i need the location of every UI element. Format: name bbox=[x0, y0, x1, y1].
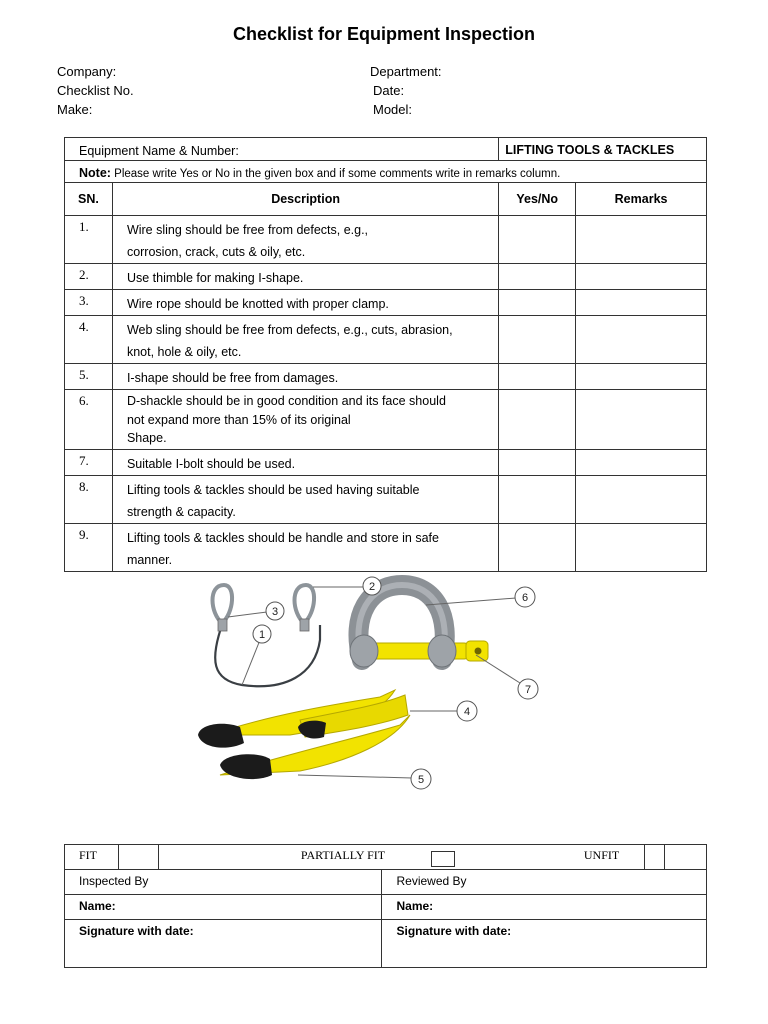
header-yesno: Yes/No bbox=[499, 183, 576, 216]
row-sn: 1. bbox=[65, 216, 113, 264]
table-row bbox=[65, 450, 707, 476]
unfit-checkbox-2[interactable] bbox=[665, 845, 707, 870]
yesno-cell[interactable] bbox=[499, 216, 576, 264]
inspection-table bbox=[64, 137, 707, 572]
remarks-cell[interactable] bbox=[576, 264, 707, 290]
row-sn: 3. bbox=[65, 290, 113, 316]
company-label: Company: bbox=[57, 64, 117, 79]
callout-label-5: 5 bbox=[417, 774, 425, 786]
row-description: Web sling should be free from defects, e.g., cuts, abrasion, knot, hole & oily, etc. bbox=[112, 316, 498, 364]
callout-line-3 bbox=[228, 612, 267, 617]
row-description: Use thimble for making I-shape. bbox=[112, 264, 498, 290]
yesno-cell[interactable] bbox=[499, 364, 576, 390]
remarks-cell[interactable] bbox=[576, 450, 707, 476]
signature-left-field[interactable]: Signature with date: bbox=[65, 920, 382, 968]
remarks-cell[interactable] bbox=[576, 290, 707, 316]
web-sling-icon bbox=[198, 690, 410, 779]
row-sn: 2. bbox=[65, 264, 113, 290]
make-label: Make: bbox=[57, 102, 93, 117]
name-right-field[interactable]: Name: bbox=[382, 895, 707, 920]
callout-label-2: 2 bbox=[368, 581, 376, 593]
equipment-name-cell bbox=[65, 138, 499, 161]
fitness-signoff-table bbox=[64, 844, 707, 968]
partially-fit-label: PARTIALLY FIT bbox=[300, 848, 386, 862]
remarks-cell[interactable] bbox=[576, 476, 707, 524]
row-sn: 5. bbox=[65, 364, 113, 390]
table-row bbox=[65, 476, 707, 524]
partially-fit-cell bbox=[158, 845, 624, 870]
callout-line-5 bbox=[298, 775, 412, 778]
row-sn: 9. bbox=[65, 524, 113, 572]
row-description: I-shape should be free from damages. bbox=[112, 364, 498, 390]
page-title: Checklist for Equipment Inspection bbox=[232, 24, 536, 44]
remarks-cell[interactable] bbox=[576, 364, 707, 390]
lifting-tools-illustration bbox=[180, 565, 560, 805]
callout-label-4: 4 bbox=[463, 706, 471, 718]
table-row bbox=[65, 290, 707, 316]
callout-label-7: 7 bbox=[524, 684, 532, 696]
row-description: Suitable I-bolt should be used. bbox=[112, 450, 498, 476]
department-label: Department: bbox=[370, 64, 442, 79]
unfit-checkbox[interactable] bbox=[645, 845, 665, 870]
name-left-field[interactable]: Name: bbox=[65, 895, 382, 920]
row-sn: 7. bbox=[65, 450, 113, 476]
table-row bbox=[65, 264, 707, 290]
signature-right-field[interactable]: Signature with date: bbox=[382, 920, 707, 968]
spacer-cell bbox=[625, 845, 645, 870]
yesno-cell[interactable] bbox=[499, 476, 576, 524]
reviewed-by-label: Reviewed By bbox=[382, 870, 707, 895]
model-label: Model: bbox=[373, 102, 413, 117]
fit-checkbox[interactable] bbox=[118, 845, 158, 870]
fit-label: FIT bbox=[65, 845, 119, 870]
row-description: Wire rope should be knotted with proper clamp. bbox=[112, 290, 498, 316]
callout-label-3: 3 bbox=[271, 606, 279, 618]
row-sn: 4. bbox=[65, 316, 113, 364]
date-label: Date: bbox=[373, 83, 405, 98]
remarks-cell[interactable] bbox=[576, 216, 707, 264]
table-row bbox=[65, 390, 707, 450]
yesno-cell[interactable] bbox=[499, 264, 576, 290]
table-row bbox=[65, 364, 707, 390]
header-description: Description bbox=[112, 183, 498, 216]
table-row bbox=[65, 216, 707, 264]
checklist-no-label: Checklist No. bbox=[57, 83, 134, 98]
equipment-name-label: Equipment Name & Number: bbox=[79, 143, 239, 158]
header-sn: SN. bbox=[65, 183, 113, 216]
header-remarks: Remarks bbox=[576, 183, 707, 216]
partially-fit-checkbox[interactable] bbox=[431, 851, 455, 867]
remarks-cell[interactable] bbox=[576, 524, 707, 572]
note-bold: Note: bbox=[79, 166, 111, 180]
remarks-cell[interactable] bbox=[576, 390, 707, 450]
d-shackle-icon bbox=[350, 585, 488, 667]
remarks-cell[interactable] bbox=[576, 316, 707, 364]
table-row bbox=[65, 316, 707, 364]
row-description: D-shackle should be in good condition and its face should not expand more than 15% of its original Shape. bbox=[112, 390, 498, 450]
yesno-cell[interactable] bbox=[499, 450, 576, 476]
row-description: Lifting tools & tackles should be used having suitable strength & capacity. bbox=[112, 476, 498, 524]
callout-line-7 bbox=[476, 655, 520, 683]
note-cell bbox=[65, 161, 707, 183]
yesno-cell[interactable] bbox=[499, 290, 576, 316]
yesno-cell[interactable] bbox=[499, 316, 576, 364]
row-sn: 8. bbox=[65, 476, 113, 524]
callout-label-6: 6 bbox=[521, 592, 529, 604]
unfit-label: UNFIT bbox=[583, 848, 620, 862]
row-description: Lifting tools & tackles should be handle and store in safe manner. bbox=[112, 524, 498, 572]
callout-line-1 bbox=[242, 640, 260, 685]
yesno-cell[interactable] bbox=[499, 390, 576, 450]
callout-label-1: 1 bbox=[258, 629, 266, 641]
note-text: Please write Yes or No in the given box and if some comments write in remarks column. bbox=[110, 168, 561, 180]
row-sn: 6. bbox=[65, 390, 113, 450]
equipment-name-value: LIFTING TOOLS & TACKLES bbox=[499, 138, 707, 161]
row-description: Wire sling should be free from defects, e.g., corrosion, crack, cuts & oily, etc. bbox=[112, 216, 498, 264]
inspected-by-label: Inspected By bbox=[65, 870, 382, 895]
